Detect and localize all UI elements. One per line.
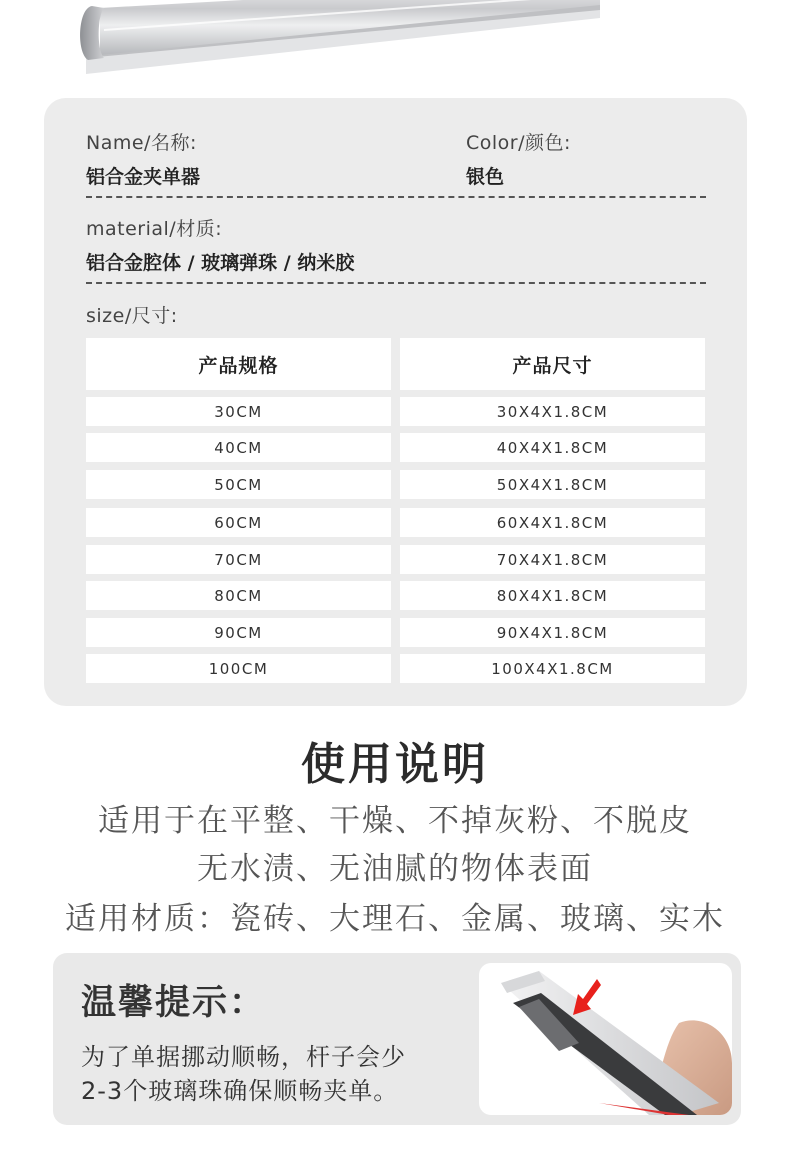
table-header-cell: 产品规格: [86, 338, 391, 390]
spec-card: [44, 98, 747, 706]
tip-title: 温馨提示：: [81, 983, 267, 1023]
tip-line: 为了单据挪动顺畅，杆子会少: [81, 1043, 406, 1071]
name-label: Name/名称:: [86, 132, 197, 154]
arrow-icon: [573, 979, 601, 1015]
material-value: 铝合金腔体 / 玻璃弹珠 / 纳米胶: [86, 252, 355, 274]
table-header-cell: 产品尺寸: [400, 338, 705, 390]
name-value: 铝合金夹单器: [86, 166, 201, 188]
table-cell: 90X4X1.8CM: [400, 618, 705, 647]
table-cell: 70X4X1.8CM: [400, 545, 705, 574]
table-cell: 50X4X1.8CM: [400, 470, 705, 499]
tip-card: [53, 953, 741, 1125]
usage-line: 无水渍、无油腻的物体表面: [197, 851, 593, 887]
table-cell: 40X4X1.8CM: [400, 433, 705, 462]
table-cell: 30X4X1.8CM: [400, 397, 705, 426]
table-cell: 100CM: [86, 654, 391, 683]
tip-line: 2-3个玻璃珠确保顺畅夹单。: [81, 1077, 399, 1105]
table-cell: 60X4X1.8CM: [400, 508, 705, 537]
table-cell: 80X4X1.8CM: [400, 581, 705, 610]
table-cell: 80CM: [86, 581, 391, 610]
table-cell: 50CM: [86, 470, 391, 499]
usage-title: 使用说明: [301, 739, 489, 790]
table-cell: 60CM: [86, 508, 391, 537]
table-cell: 40CM: [86, 433, 391, 462]
table-cell: 100X4X1.8CM: [400, 654, 705, 683]
usage-line: 适用材质：瓷砖、大理石、金属、玻璃、实木: [65, 901, 725, 937]
divider: [86, 196, 706, 198]
usage-line: 适用于在平整、干燥、不掉灰粉、不脱皮: [98, 803, 692, 839]
product-rail-image: [0, 0, 790, 90]
table-cell: 30CM: [86, 397, 391, 426]
divider: [86, 282, 706, 284]
color-label: Color/颜色:: [466, 132, 571, 154]
table-cell: 70CM: [86, 545, 391, 574]
color-value: 银色: [466, 166, 505, 188]
table-cell: 90CM: [86, 618, 391, 647]
size-label: size/尺寸:: [86, 305, 178, 327]
material-label: material/材质:: [86, 218, 223, 240]
rail-closeup-image: [479, 963, 732, 1115]
